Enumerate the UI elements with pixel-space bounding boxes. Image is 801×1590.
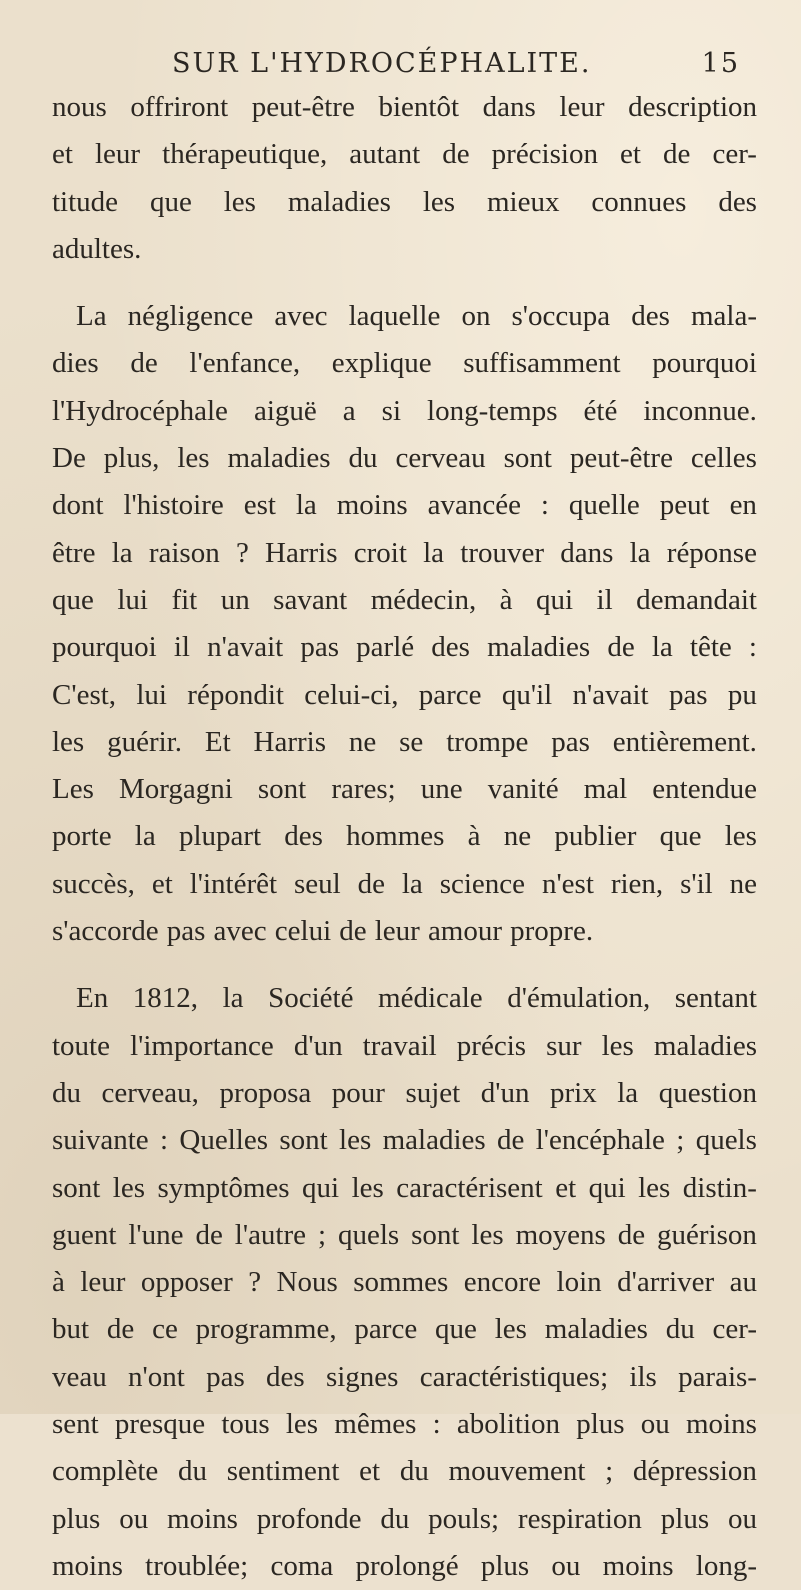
text-line: porte la plupart des hommes à ne publier que les xyxy=(52,820,757,853)
text-line: La négligence avec laquelle on s'occupa des mala- xyxy=(76,300,757,333)
text-line: En 1812, la Société médicale d'émulation, sentant xyxy=(76,982,757,1015)
text-line: nous offriront peut-être bientôt dans leur description xyxy=(52,91,757,123)
text-line: suivante : Quelles sont les maladies de l'encéphale ; quels xyxy=(52,1124,757,1157)
text-line: titude que les maladies les mieux connues des xyxy=(52,185,757,218)
text-line: Les Morgagni sont rares; une vanité mal entendue xyxy=(52,773,757,806)
text-line: but de ce programme, parce que les maladies du cer- xyxy=(52,1313,757,1346)
text-line: veau n'ont pas des signes caractéristiques; ils parais- xyxy=(52,1360,757,1393)
text-line: C'est, lui répondit celui-ci, parce qu'il n'avait pas pu xyxy=(52,678,757,711)
text-line: guent l'une de l'autre ; quels sont les moyens de guérison xyxy=(52,1218,757,1251)
text-line: succès, et l'intérêt seul de la science n'est rien, s'il ne xyxy=(52,867,757,900)
text-line: et leur thérapeutique, autant de précision et de cer- xyxy=(52,138,757,171)
text-line: du cerveau, proposa pour sujet d'un prix la question xyxy=(52,1076,757,1109)
text-line: dies de l'enfance, explique suffisamment pourquoi xyxy=(52,347,757,380)
text-line: complète du sentiment et du mouvement ; dépression xyxy=(52,1455,757,1488)
text-line: pourquoi il n'avait pas parlé des maladies de la tête : xyxy=(52,631,757,664)
running-title: SUR L'HYDROCÉPHALITE. xyxy=(172,48,592,79)
text-line: plus ou moins profonde du pouls; respiration plus ou xyxy=(52,1502,757,1535)
text-line: sent presque tous les mêmes : abolition plus ou moins xyxy=(52,1408,757,1441)
text-line: l'Hydrocéphale aiguë a si long-temps été inconnue. xyxy=(52,394,757,427)
text-line: à leur opposer ? Nous sommes encore loin d'arriver au xyxy=(52,1266,757,1299)
running-header xyxy=(172,48,740,88)
text-line: De plus, les maladies du cerveau sont peut-être celles xyxy=(52,442,757,475)
text-line: toute l'importance d'un travail précis sur les maladies xyxy=(52,1029,757,1062)
page-number: 15 xyxy=(701,48,740,79)
text-line: les guérir. Et Harris ne se trompe pas entièrement. xyxy=(52,725,757,758)
body-text xyxy=(52,84,757,1590)
text-line: s'accorde pas avec celui de leur amour propre. xyxy=(52,915,594,948)
text-line: que lui fit un savant médecin, à qui il demandait xyxy=(52,583,757,616)
text-line: sont les symptômes qui les caractérisent et qui les distin- xyxy=(52,1171,757,1204)
text-line: dont l'histoire est la moins avancée : quelle peut en xyxy=(52,489,757,522)
text-line: moins troublée; coma prolongé plus ou moins long- xyxy=(52,1549,757,1582)
text-line: être la raison ? Harris croit la trouver dans la réponse xyxy=(52,536,757,569)
text-line: adultes. xyxy=(52,232,142,265)
